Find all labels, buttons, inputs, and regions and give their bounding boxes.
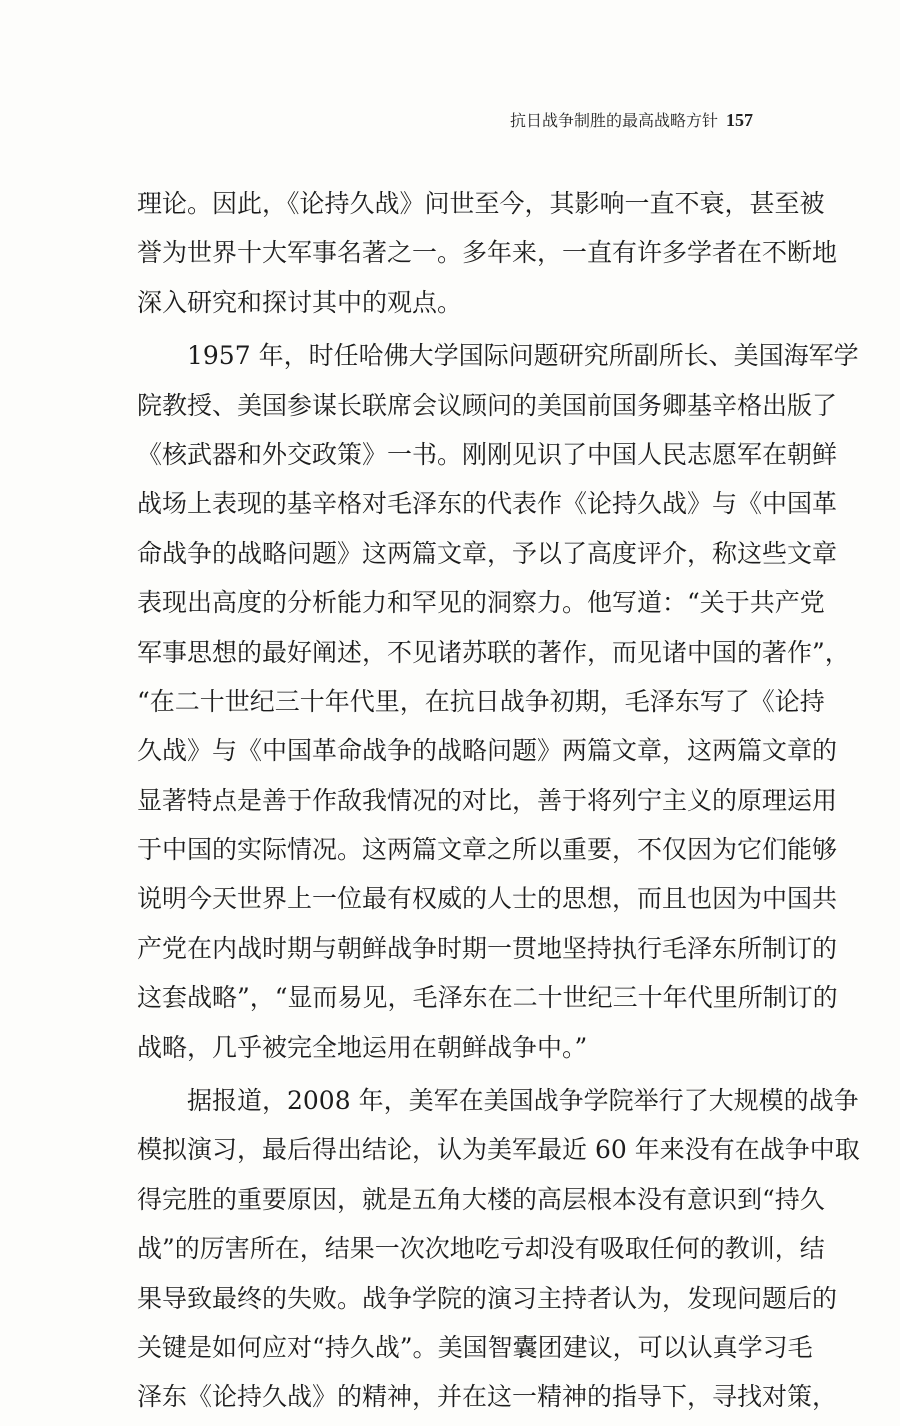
text-line: “在二十世纪三十年代里，在抗日战争初期，毛泽东写了《论持	[137, 686, 825, 716]
text-line: 于中国的实际情况。这两篇文章之所以重要，不仅因为它们能够	[137, 835, 838, 865]
text-line: 理论。因此，《论持久战》问世至今，其影响一直不衰，甚至被	[137, 189, 825, 218]
body-text	[137, 179, 860, 1426]
text-line: 1957 年，时任哈佛大学国际问题研究所副所长、美国海军学	[187, 341, 859, 371]
page-number: 157	[726, 110, 753, 130]
text-line: 显著特点是善于作敌我情况的对比，善于将列宁主义的原理运用	[137, 785, 838, 815]
text-line: 说明今天世界上一位最有权威的人士的思想，而且也因为中国共	[137, 884, 838, 914]
text-line: 据报道，2008 年，美军在美国战争学院举行了大规模的战争	[187, 1086, 859, 1116]
text-line: 命战争的战略问题》这两篇文章，予以了高度评介，称这些文章	[137, 538, 838, 568]
text-line: 泽东《论持久战》的精神，并在这一精神的指导下，寻找对策，	[137, 1382, 838, 1412]
text-line: 深入研究和探讨其中的观点。	[137, 287, 463, 317]
paragraph-3	[137, 1076, 860, 1422]
text-line: 久战》与《中国革命战争的战略问题》两篇文章，这两篇文章的	[137, 736, 838, 766]
text-line: 军事思想的最好阐述，不见诸苏联的著作，而见诸中国的著作”，	[137, 637, 850, 667]
text-line: 模拟演习，最后得出结论，认为美军最近 60 年来没有在战争中取	[137, 1135, 860, 1165]
text-line: 果导致最终的失败。战争学院的演习主持者认为，发现问题后的	[137, 1283, 838, 1313]
text-line: 关键是如何应对“持久战”。美国智囊团建议，可以认真学习毛	[137, 1332, 813, 1362]
text-line: 这套战略”，“显而易见，毛泽东在二十世纪三十年代里所制订的	[137, 983, 838, 1013]
text-line: 院教授、美国参谋长联席会议顾问的美国前国务卿基辛格出版了	[137, 390, 838, 420]
text-line: 战略，几乎被完全地运用在朝鲜战争中。”	[137, 1032, 588, 1062]
text-line: 产党在内战时期与朝鲜战争时期一贯地坚持执行毛泽东所制订的	[137, 933, 838, 963]
text-line: 得完胜的重要原因，就是五角大楼的高层根本没有意识到“持久	[137, 1184, 825, 1214]
running-header	[510, 108, 753, 131]
text-line: 战场上表现的基辛格对毛泽东的代表作《论持久战》与《中国革	[137, 489, 838, 519]
paragraph-2	[137, 331, 859, 1072]
text-line: 誉为世界十大军事名著之一。多年来，一直有许多学者在不断地	[137, 238, 838, 268]
text-line: 战”的厉害所在，结果一次次地吃亏却没有吸取任何的教训，结	[137, 1234, 825, 1264]
paragraph-1	[137, 179, 838, 327]
text-line: 表现出高度的分析能力和罕见的洞察力。他写道：“关于共产党	[137, 588, 825, 618]
text-line: 《核武器和外交政策》一书。刚刚见识了中国人民志愿军在朝鲜	[137, 439, 838, 469]
running-title: 抗日战争制胜的最高战略方针	[509, 111, 718, 130]
